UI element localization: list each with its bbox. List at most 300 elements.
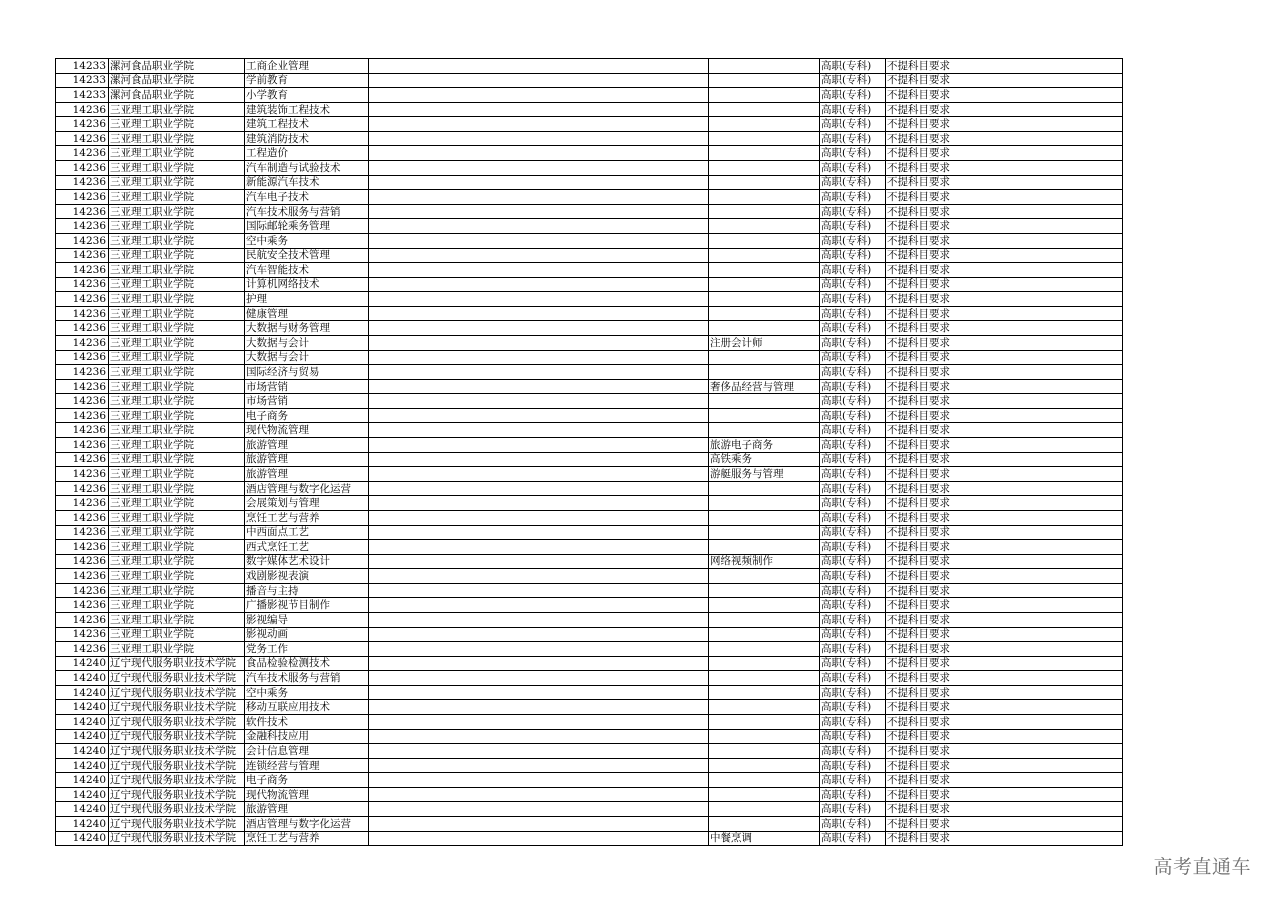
school-name-cell: 三亚理工职业学院 bbox=[109, 394, 245, 409]
major-name-cell: 工程造价 bbox=[245, 146, 369, 161]
table-row bbox=[56, 321, 1123, 336]
direction-cell: 奢侈品经营与管理 bbox=[709, 379, 820, 394]
school-code-cell: 14240 bbox=[56, 729, 109, 744]
requirement-cell bbox=[369, 773, 709, 788]
school-code-cell: 14236 bbox=[56, 642, 109, 657]
school-name-cell: 三亚理工职业学院 bbox=[109, 452, 245, 467]
direction-cell bbox=[709, 642, 820, 657]
school-name-cell: 三亚理工职业学院 bbox=[109, 525, 245, 540]
table-row bbox=[56, 583, 1123, 598]
direction-cell bbox=[709, 350, 820, 365]
requirement-cell bbox=[369, 729, 709, 744]
table-row bbox=[56, 263, 1123, 278]
table-row bbox=[56, 117, 1123, 132]
direction-cell bbox=[709, 569, 820, 584]
subject-requirement-cell: 不提科目要求 bbox=[886, 161, 1123, 176]
school-code-cell: 14236 bbox=[56, 379, 109, 394]
level-cell: 高职(专科) bbox=[820, 394, 886, 409]
school-code-cell: 14240 bbox=[56, 773, 109, 788]
level-cell: 高职(专科) bbox=[820, 350, 886, 365]
subject-requirement-cell: 不提科目要求 bbox=[886, 88, 1123, 103]
direction-cell bbox=[709, 773, 820, 788]
table-row bbox=[56, 758, 1123, 773]
school-code-cell: 14236 bbox=[56, 161, 109, 176]
direction-cell bbox=[709, 146, 820, 161]
direction-cell bbox=[709, 59, 820, 74]
major-name-cell: 播音与主持 bbox=[245, 583, 369, 598]
subject-requirement-cell: 不提科目要求 bbox=[886, 131, 1123, 146]
school-code-cell: 14236 bbox=[56, 467, 109, 482]
table-row bbox=[56, 525, 1123, 540]
school-name-cell: 辽宁现代服务职业技术学院 bbox=[109, 787, 245, 802]
requirement-cell bbox=[369, 233, 709, 248]
requirement-cell bbox=[369, 598, 709, 613]
school-name-cell: 辽宁现代服务职业技术学院 bbox=[109, 817, 245, 832]
school-name-cell: 三亚理工职业学院 bbox=[109, 408, 245, 423]
school-name-cell: 辽宁现代服务职业技术学院 bbox=[109, 802, 245, 817]
direction-cell: 网络视频制作 bbox=[709, 554, 820, 569]
school-code-cell: 14236 bbox=[56, 438, 109, 453]
major-name-cell: 现代物流管理 bbox=[245, 423, 369, 438]
major-name-cell: 小学教育 bbox=[245, 88, 369, 103]
direction-cell bbox=[709, 131, 820, 146]
major-name-cell: 民航安全技术管理 bbox=[245, 248, 369, 263]
subject-requirement-cell: 不提科目要求 bbox=[886, 467, 1123, 482]
table-row bbox=[56, 831, 1123, 846]
level-cell: 高职(专科) bbox=[820, 59, 886, 74]
school-name-cell: 三亚理工职业学院 bbox=[109, 583, 245, 598]
school-code-cell: 14236 bbox=[56, 525, 109, 540]
level-cell: 高职(专科) bbox=[820, 729, 886, 744]
requirement-cell bbox=[369, 554, 709, 569]
subject-requirement-cell: 不提科目要求 bbox=[886, 248, 1123, 263]
school-code-cell: 14240 bbox=[56, 715, 109, 730]
major-name-cell: 学前教育 bbox=[245, 73, 369, 88]
requirement-cell bbox=[369, 569, 709, 584]
direction-cell bbox=[709, 510, 820, 525]
school-name-cell: 三亚理工职业学院 bbox=[109, 277, 245, 292]
major-name-cell: 会计信息管理 bbox=[245, 744, 369, 759]
subject-requirement-cell: 不提科目要求 bbox=[886, 773, 1123, 788]
direction-cell bbox=[709, 204, 820, 219]
level-cell: 高职(专科) bbox=[820, 117, 886, 132]
school-name-cell: 三亚理工职业学院 bbox=[109, 423, 245, 438]
subject-requirement-cell: 不提科目要求 bbox=[886, 117, 1123, 132]
school-code-cell: 14236 bbox=[56, 146, 109, 161]
requirement-cell bbox=[369, 190, 709, 205]
level-cell: 高职(专科) bbox=[820, 671, 886, 686]
school-code-cell: 14240 bbox=[56, 787, 109, 802]
requirement-cell bbox=[369, 423, 709, 438]
subject-requirement-cell: 不提科目要求 bbox=[886, 612, 1123, 627]
table-row bbox=[56, 569, 1123, 584]
level-cell: 高职(专科) bbox=[820, 204, 886, 219]
subject-requirement-cell: 不提科目要求 bbox=[886, 744, 1123, 759]
major-name-cell: 西式烹饪工艺 bbox=[245, 540, 369, 555]
requirement-cell bbox=[369, 321, 709, 336]
direction-cell bbox=[709, 671, 820, 686]
school-name-cell: 辽宁现代服务职业技术学院 bbox=[109, 729, 245, 744]
table-row bbox=[56, 642, 1123, 657]
subject-requirement-cell: 不提科目要求 bbox=[886, 365, 1123, 380]
major-name-cell: 烹饪工艺与营养 bbox=[245, 831, 369, 846]
table-row bbox=[56, 773, 1123, 788]
level-cell: 高职(专科) bbox=[820, 365, 886, 380]
requirement-cell bbox=[369, 831, 709, 846]
level-cell: 高职(专科) bbox=[820, 248, 886, 263]
major-name-cell: 市场营销 bbox=[245, 379, 369, 394]
school-name-cell: 三亚理工职业学院 bbox=[109, 102, 245, 117]
direction-cell: 游艇服务与管理 bbox=[709, 467, 820, 482]
direction-cell bbox=[709, 233, 820, 248]
school-code-cell: 14236 bbox=[56, 306, 109, 321]
requirement-cell bbox=[369, 481, 709, 496]
major-name-cell: 旅游管理 bbox=[245, 467, 369, 482]
requirement-cell bbox=[369, 612, 709, 627]
school-code-cell: 14236 bbox=[56, 554, 109, 569]
level-cell: 高职(专科) bbox=[820, 540, 886, 555]
major-name-cell: 现代物流管理 bbox=[245, 787, 369, 802]
major-name-cell: 影视动画 bbox=[245, 627, 369, 642]
school-code-cell: 14236 bbox=[56, 627, 109, 642]
table-row bbox=[56, 350, 1123, 365]
requirement-cell bbox=[369, 175, 709, 190]
school-code-cell: 14236 bbox=[56, 510, 109, 525]
school-name-cell: 三亚理工职业学院 bbox=[109, 146, 245, 161]
subject-requirement-cell: 不提科目要求 bbox=[886, 59, 1123, 74]
school-name-cell: 三亚理工职业学院 bbox=[109, 190, 245, 205]
school-code-cell: 14236 bbox=[56, 219, 109, 234]
major-name-cell: 食品检验检测技术 bbox=[245, 656, 369, 671]
school-name-cell: 辽宁现代服务职业技术学院 bbox=[109, 656, 245, 671]
major-name-cell: 戏剧影视表演 bbox=[245, 569, 369, 584]
table-row bbox=[56, 379, 1123, 394]
major-name-cell: 护理 bbox=[245, 292, 369, 307]
school-name-cell: 三亚理工职业学院 bbox=[109, 569, 245, 584]
school-name-cell: 漯河食品职业学院 bbox=[109, 73, 245, 88]
school-name-cell: 辽宁现代服务职业技术学院 bbox=[109, 773, 245, 788]
major-name-cell: 旅游管理 bbox=[245, 802, 369, 817]
table-row bbox=[56, 452, 1123, 467]
school-name-cell: 三亚理工职业学院 bbox=[109, 438, 245, 453]
direction-cell: 中餐烹调 bbox=[709, 831, 820, 846]
requirement-cell bbox=[369, 335, 709, 350]
major-name-cell: 大数据与会计 bbox=[245, 350, 369, 365]
direction-cell: 注册会计师 bbox=[709, 335, 820, 350]
subject-requirement-cell: 不提科目要求 bbox=[886, 627, 1123, 642]
major-name-cell: 大数据与财务管理 bbox=[245, 321, 369, 336]
school-code-cell: 14236 bbox=[56, 612, 109, 627]
subject-requirement-cell: 不提科目要求 bbox=[886, 335, 1123, 350]
requirement-cell bbox=[369, 642, 709, 657]
requirement-cell bbox=[369, 350, 709, 365]
table-row bbox=[56, 685, 1123, 700]
level-cell: 高职(专科) bbox=[820, 321, 886, 336]
table-row bbox=[56, 744, 1123, 759]
table-row bbox=[56, 656, 1123, 671]
major-name-cell: 市场营销 bbox=[245, 394, 369, 409]
major-name-cell: 影视编导 bbox=[245, 612, 369, 627]
direction-cell bbox=[709, 175, 820, 190]
school-code-cell: 14233 bbox=[56, 73, 109, 88]
school-code-cell: 14236 bbox=[56, 248, 109, 263]
subject-requirement-cell: 不提科目要求 bbox=[886, 321, 1123, 336]
direction-cell bbox=[709, 394, 820, 409]
major-name-cell: 酒店管理与数字化运营 bbox=[245, 481, 369, 496]
subject-requirement-cell: 不提科目要求 bbox=[886, 277, 1123, 292]
table-row bbox=[56, 277, 1123, 292]
level-cell: 高职(专科) bbox=[820, 685, 886, 700]
direction-cell bbox=[709, 656, 820, 671]
table-row bbox=[56, 365, 1123, 380]
requirement-cell bbox=[369, 117, 709, 132]
school-code-cell: 14236 bbox=[56, 394, 109, 409]
school-code-cell: 14236 bbox=[56, 496, 109, 511]
major-name-cell: 汽车技术服务与营销 bbox=[245, 671, 369, 686]
level-cell: 高职(专科) bbox=[820, 700, 886, 715]
school-code-cell: 14236 bbox=[56, 569, 109, 584]
level-cell: 高职(专科) bbox=[820, 467, 886, 482]
table-row bbox=[56, 787, 1123, 802]
level-cell: 高职(专科) bbox=[820, 335, 886, 350]
table-row bbox=[56, 248, 1123, 263]
school-code-cell: 14233 bbox=[56, 59, 109, 74]
major-name-cell: 金融科技应用 bbox=[245, 729, 369, 744]
direction-cell bbox=[709, 787, 820, 802]
school-code-cell: 14236 bbox=[56, 175, 109, 190]
table-row bbox=[56, 554, 1123, 569]
school-code-cell: 14240 bbox=[56, 700, 109, 715]
subject-requirement-cell: 不提科目要求 bbox=[886, 758, 1123, 773]
school-code-cell: 14240 bbox=[56, 831, 109, 846]
table-row bbox=[56, 59, 1123, 74]
level-cell: 高职(专科) bbox=[820, 408, 886, 423]
school-name-cell: 三亚理工职业学院 bbox=[109, 117, 245, 132]
direction-cell bbox=[709, 292, 820, 307]
school-code-cell: 14236 bbox=[56, 598, 109, 613]
table-row bbox=[56, 627, 1123, 642]
subject-requirement-cell: 不提科目要求 bbox=[886, 642, 1123, 657]
subject-requirement-cell: 不提科目要求 bbox=[886, 481, 1123, 496]
subject-requirement-cell: 不提科目要求 bbox=[886, 729, 1123, 744]
requirement-cell bbox=[369, 817, 709, 832]
direction-cell bbox=[709, 321, 820, 336]
school-name-cell: 辽宁现代服务职业技术学院 bbox=[109, 744, 245, 759]
table-row bbox=[56, 612, 1123, 627]
school-name-cell: 三亚理工职业学院 bbox=[109, 554, 245, 569]
major-name-cell: 计算机网络技术 bbox=[245, 277, 369, 292]
subject-requirement-cell: 不提科目要求 bbox=[886, 73, 1123, 88]
level-cell: 高职(专科) bbox=[820, 219, 886, 234]
direction-cell bbox=[709, 263, 820, 278]
school-name-cell: 三亚理工职业学院 bbox=[109, 627, 245, 642]
level-cell: 高职(专科) bbox=[820, 569, 886, 584]
level-cell: 高职(专科) bbox=[820, 306, 886, 321]
direction-cell bbox=[709, 73, 820, 88]
table-row bbox=[56, 467, 1123, 482]
level-cell: 高职(专科) bbox=[820, 627, 886, 642]
direction-cell bbox=[709, 700, 820, 715]
school-code-cell: 14236 bbox=[56, 277, 109, 292]
direction-cell bbox=[709, 612, 820, 627]
subject-requirement-cell: 不提科目要求 bbox=[886, 146, 1123, 161]
school-code-cell: 14240 bbox=[56, 744, 109, 759]
major-name-cell: 酒店管理与数字化运营 bbox=[245, 817, 369, 832]
table-row bbox=[56, 146, 1123, 161]
major-name-cell: 健康管理 bbox=[245, 306, 369, 321]
level-cell: 高职(专科) bbox=[820, 452, 886, 467]
subject-requirement-cell: 不提科目要求 bbox=[886, 598, 1123, 613]
level-cell: 高职(专科) bbox=[820, 88, 886, 103]
school-code-cell: 14240 bbox=[56, 758, 109, 773]
table-row bbox=[56, 729, 1123, 744]
direction-cell bbox=[709, 685, 820, 700]
level-cell: 高职(专科) bbox=[820, 715, 886, 730]
table-row bbox=[56, 190, 1123, 205]
requirement-cell bbox=[369, 700, 709, 715]
subject-requirement-cell: 不提科目要求 bbox=[886, 817, 1123, 832]
level-cell: 高职(专科) bbox=[820, 656, 886, 671]
school-name-cell: 辽宁现代服务职业技术学院 bbox=[109, 758, 245, 773]
level-cell: 高职(专科) bbox=[820, 525, 886, 540]
level-cell: 高职(专科) bbox=[820, 175, 886, 190]
level-cell: 高职(专科) bbox=[820, 598, 886, 613]
table-row bbox=[56, 510, 1123, 525]
school-name-cell: 三亚理工职业学院 bbox=[109, 219, 245, 234]
level-cell: 高职(专科) bbox=[820, 292, 886, 307]
requirement-cell bbox=[369, 379, 709, 394]
subject-requirement-cell: 不提科目要求 bbox=[886, 408, 1123, 423]
school-name-cell: 三亚理工职业学院 bbox=[109, 248, 245, 263]
school-code-cell: 14240 bbox=[56, 685, 109, 700]
table-row bbox=[56, 598, 1123, 613]
requirement-cell bbox=[369, 219, 709, 234]
subject-requirement-cell: 不提科目要求 bbox=[886, 787, 1123, 802]
requirement-cell bbox=[369, 802, 709, 817]
subject-requirement-cell: 不提科目要求 bbox=[886, 583, 1123, 598]
direction-cell bbox=[709, 219, 820, 234]
level-cell: 高职(专科) bbox=[820, 423, 886, 438]
school-name-cell: 三亚理工职业学院 bbox=[109, 131, 245, 146]
direction-cell bbox=[709, 758, 820, 773]
subject-requirement-cell: 不提科目要求 bbox=[886, 831, 1123, 846]
school-name-cell: 三亚理工职业学院 bbox=[109, 540, 245, 555]
major-name-cell: 空中乘务 bbox=[245, 233, 369, 248]
level-cell: 高职(专科) bbox=[820, 817, 886, 832]
requirement-cell bbox=[369, 88, 709, 103]
subject-requirement-cell: 不提科目要求 bbox=[886, 496, 1123, 511]
direction-cell bbox=[709, 277, 820, 292]
direction-cell bbox=[709, 540, 820, 555]
major-name-cell: 移动互联应用技术 bbox=[245, 700, 369, 715]
subject-requirement-cell: 不提科目要求 bbox=[886, 656, 1123, 671]
level-cell: 高职(专科) bbox=[820, 131, 886, 146]
level-cell: 高职(专科) bbox=[820, 831, 886, 846]
school-name-cell: 三亚理工职业学院 bbox=[109, 612, 245, 627]
requirement-cell bbox=[369, 73, 709, 88]
level-cell: 高职(专科) bbox=[820, 161, 886, 176]
major-name-cell: 会展策划与管理 bbox=[245, 496, 369, 511]
requirement-cell bbox=[369, 59, 709, 74]
direction-cell bbox=[709, 365, 820, 380]
direction-cell: 高铁乘务 bbox=[709, 452, 820, 467]
level-cell: 高职(专科) bbox=[820, 612, 886, 627]
major-name-cell: 工商企业管理 bbox=[245, 59, 369, 74]
requirement-cell bbox=[369, 102, 709, 117]
subject-requirement-cell: 不提科目要求 bbox=[886, 452, 1123, 467]
watermark-text: 高考直通车 bbox=[1153, 856, 1251, 878]
level-cell: 高职(专科) bbox=[820, 73, 886, 88]
requirement-cell bbox=[369, 408, 709, 423]
school-name-cell: 三亚理工职业学院 bbox=[109, 335, 245, 350]
enrollment-table bbox=[55, 58, 1123, 846]
subject-requirement-cell: 不提科目要求 bbox=[886, 204, 1123, 219]
major-name-cell: 建筑装饰工程技术 bbox=[245, 102, 369, 117]
school-code-cell: 14240 bbox=[56, 802, 109, 817]
table-row bbox=[56, 306, 1123, 321]
table-row bbox=[56, 394, 1123, 409]
requirement-cell bbox=[369, 467, 709, 482]
major-name-cell: 国际邮轮乘务管理 bbox=[245, 219, 369, 234]
major-name-cell: 中西面点工艺 bbox=[245, 525, 369, 540]
major-name-cell: 电子商务 bbox=[245, 773, 369, 788]
table-row bbox=[56, 700, 1123, 715]
major-name-cell: 汽车技术服务与营销 bbox=[245, 204, 369, 219]
subject-requirement-cell: 不提科目要求 bbox=[886, 525, 1123, 540]
major-name-cell: 广播影视节目制作 bbox=[245, 598, 369, 613]
table-row bbox=[56, 481, 1123, 496]
school-code-cell: 14236 bbox=[56, 481, 109, 496]
major-name-cell: 国际经济与贸易 bbox=[245, 365, 369, 380]
requirement-cell bbox=[369, 744, 709, 759]
level-cell: 高职(专科) bbox=[820, 263, 886, 278]
table-row bbox=[56, 802, 1123, 817]
subject-requirement-cell: 不提科目要求 bbox=[886, 715, 1123, 730]
school-name-cell: 漯河食品职业学院 bbox=[109, 59, 245, 74]
requirement-cell bbox=[369, 365, 709, 380]
direction-cell bbox=[709, 496, 820, 511]
direction-cell bbox=[709, 715, 820, 730]
subject-requirement-cell: 不提科目要求 bbox=[886, 175, 1123, 190]
level-cell: 高职(专科) bbox=[820, 583, 886, 598]
subject-requirement-cell: 不提科目要求 bbox=[886, 802, 1123, 817]
direction-cell bbox=[709, 88, 820, 103]
direction-cell bbox=[709, 598, 820, 613]
school-code-cell: 14236 bbox=[56, 131, 109, 146]
school-name-cell: 辽宁现代服务职业技术学院 bbox=[109, 831, 245, 846]
subject-requirement-cell: 不提科目要求 bbox=[886, 190, 1123, 205]
requirement-cell bbox=[369, 452, 709, 467]
school-code-cell: 14233 bbox=[56, 88, 109, 103]
table-row bbox=[56, 102, 1123, 117]
level-cell: 高职(专科) bbox=[820, 146, 886, 161]
level-cell: 高职(专科) bbox=[820, 481, 886, 496]
table-row bbox=[56, 496, 1123, 511]
major-name-cell: 新能源汽车技术 bbox=[245, 175, 369, 190]
requirement-cell bbox=[369, 685, 709, 700]
subject-requirement-cell: 不提科目要求 bbox=[886, 263, 1123, 278]
table-row bbox=[56, 540, 1123, 555]
subject-requirement-cell: 不提科目要求 bbox=[886, 423, 1123, 438]
requirement-cell bbox=[369, 394, 709, 409]
level-cell: 高职(专科) bbox=[820, 496, 886, 511]
level-cell: 高职(专科) bbox=[820, 802, 886, 817]
direction-cell bbox=[709, 583, 820, 598]
school-name-cell: 三亚理工职业学院 bbox=[109, 510, 245, 525]
subject-requirement-cell: 不提科目要求 bbox=[886, 554, 1123, 569]
school-name-cell: 三亚理工职业学院 bbox=[109, 233, 245, 248]
requirement-cell bbox=[369, 204, 709, 219]
